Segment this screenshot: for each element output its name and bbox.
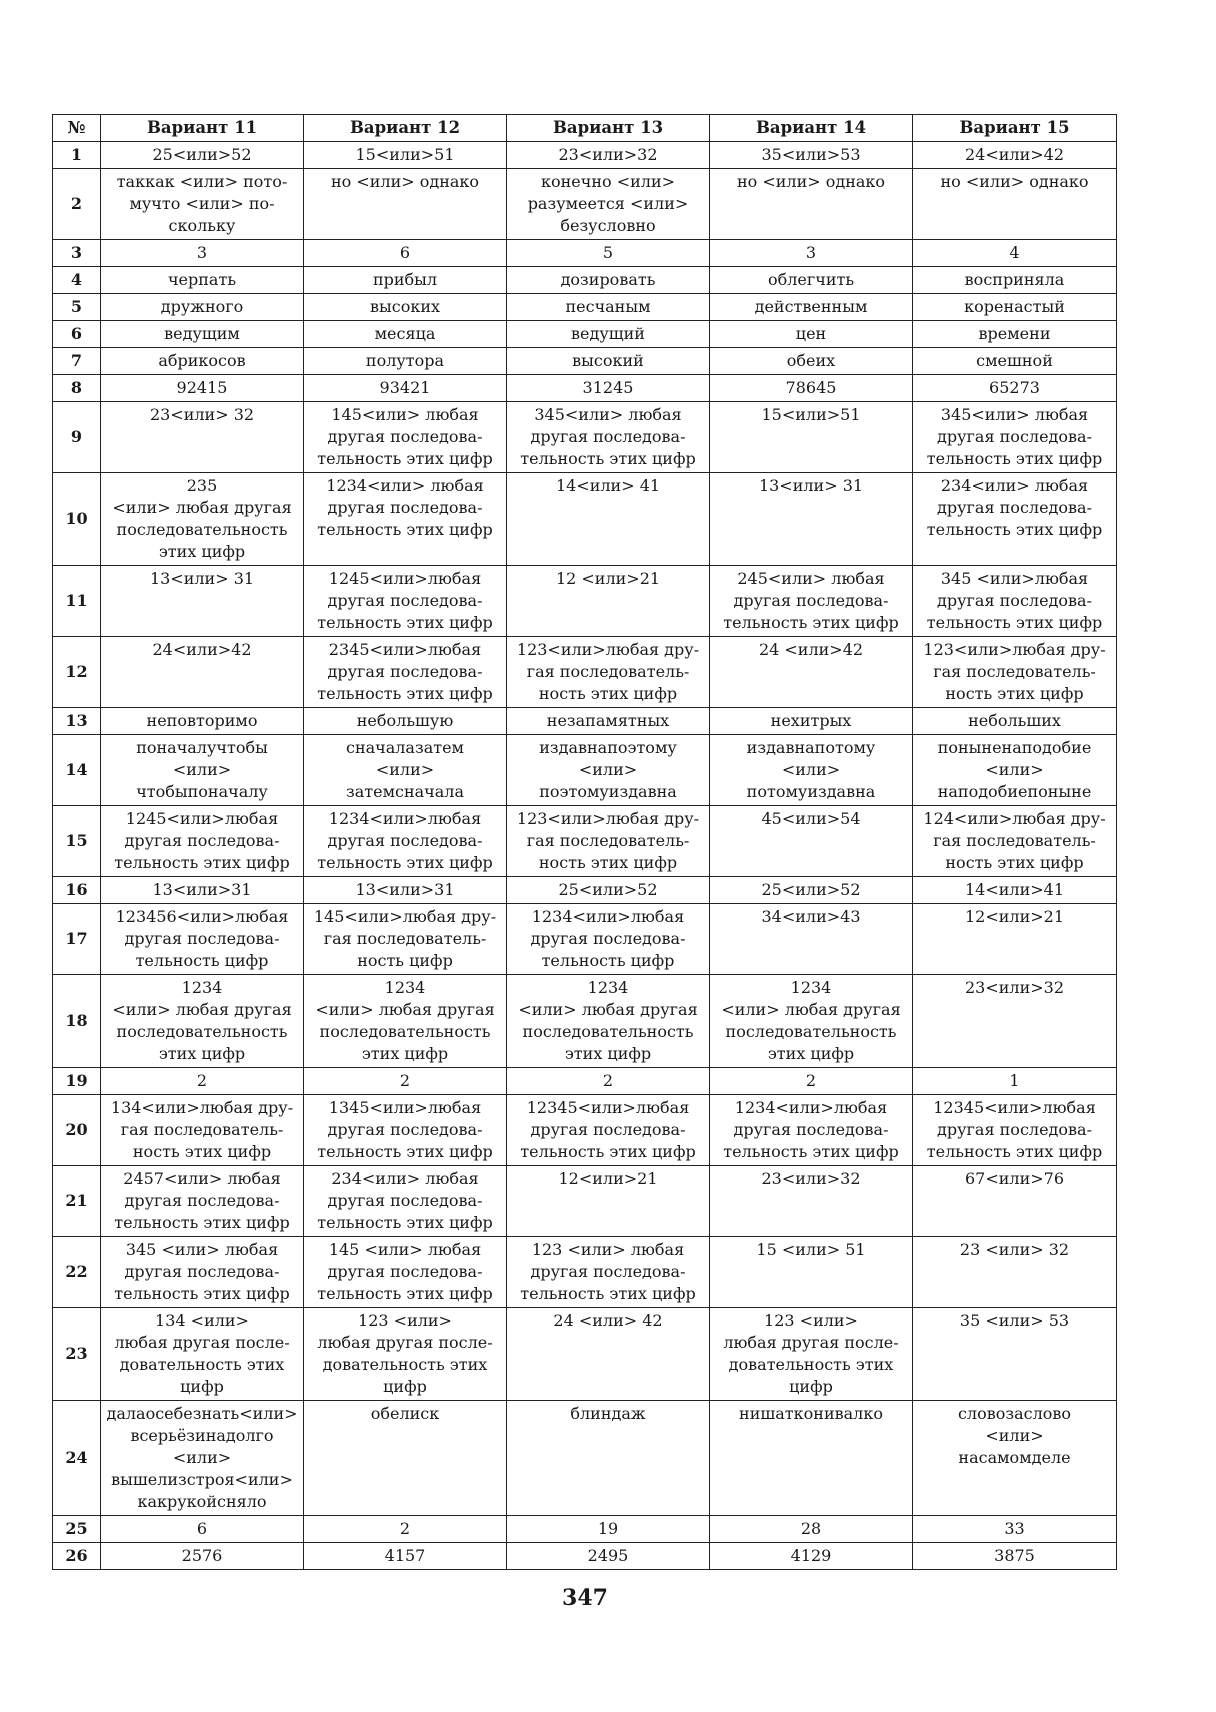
answer-cell: облегчить [710,267,913,294]
answer-cell: 34<или>43 [710,904,913,975]
answer-cell: 25<или>52 [710,877,913,904]
row-number: 15 [53,806,101,877]
answer-cell: 24<или>42 [913,142,1117,169]
header-number: № [53,115,101,142]
answer-cell: 13<или> 31 [710,473,913,566]
table-row [53,566,1117,637]
answer-cell: 67<или>76 [913,1166,1117,1237]
answer-cell: времени [913,321,1117,348]
table-row [53,1543,1117,1570]
answer-cell: поныненаподобие <или> наподобиепоныне [913,735,1117,806]
answer-cell: 123456<или>любая другая последова- тельность цифр [101,904,304,975]
answer-cell: 14<или> 41 [507,473,710,566]
row-number: 7 [53,348,101,375]
answer-cell: нишатконивалко [710,1401,913,1516]
table-row [53,1095,1117,1166]
answer-cell: 15<или>51 [710,402,913,473]
answer-cell: высоких [304,294,507,321]
table-row [53,321,1117,348]
table-row [53,1237,1117,1308]
table-row [53,708,1117,735]
answer-cell: 4157 [304,1543,507,1570]
answer-cell: 2 [304,1516,507,1543]
answer-cell: конечно <или> разумеется <или> безусловно [507,169,710,240]
answer-cell: 45<или>54 [710,806,913,877]
answer-cell: 145 <или> любая другая последова- тельность этих цифр [304,1237,507,1308]
answer-cell: таккак <или> пото- мучто <или> по- скольку [101,169,304,240]
answer-cell: обеих [710,348,913,375]
answer-cell: 24 <или>42 [710,637,913,708]
answer-cell: 2457<или> любая другая последова- тельность этих цифр [101,1166,304,1237]
table-row [53,1401,1117,1516]
answer-cell: 12<или>21 [507,1166,710,1237]
row-number: 24 [53,1401,101,1516]
row-number: 22 [53,1237,101,1308]
answer-cell: 5 [507,240,710,267]
answer-cell: обелиск [304,1401,507,1516]
row-number: 26 [53,1543,101,1570]
answer-cell: 2345<или>любая другая последова- тельность этих цифр [304,637,507,708]
row-number: 14 [53,735,101,806]
answer-cell: абрикосов [101,348,304,375]
header-variant: Вариант 14 [710,115,913,142]
answer-cell: 31245 [507,375,710,402]
table-row [53,904,1117,975]
answer-cell: 123<или>любая дру- гая последователь- ность этих цифр [507,637,710,708]
row-number: 2 [53,169,101,240]
answer-cell: 23<или>32 [710,1166,913,1237]
answer-cell: 235 <или> любая другая последовательность этих цифр [101,473,304,566]
table-row [53,1516,1117,1543]
answer-cell: 6 [304,240,507,267]
answer-cell: 345 <или> любая другая последова- тельность этих цифр [101,1237,304,1308]
answer-cell: 35 <или> 53 [913,1308,1117,1401]
answer-cell: ведущий [507,321,710,348]
answer-cell: 1234<или>любая другая последова- тельность этих цифр [304,806,507,877]
answer-cell: 23<или>32 [913,975,1117,1068]
answer-cell: 1234 <или> любая другая последовательность этих цифр [710,975,913,1068]
row-number: 13 [53,708,101,735]
answer-cell: 2 [304,1068,507,1095]
answer-cell: 19 [507,1516,710,1543]
row-number: 25 [53,1516,101,1543]
answer-cell: 93421 [304,375,507,402]
answer-cell: 33 [913,1516,1117,1543]
answer-cell: 123<или>любая дру- гая последователь- ность этих цифр [507,806,710,877]
answer-cell: 2576 [101,1543,304,1570]
row-number: 9 [53,402,101,473]
answer-cell: 15 <или> 51 [710,1237,913,1308]
answer-cell: дозировать [507,267,710,294]
table-row [53,1068,1117,1095]
header-variant: Вариант 11 [101,115,304,142]
answer-cell: смешной [913,348,1117,375]
answer-cell: 23 <или> 32 [913,1237,1117,1308]
answer-cell: словозаслово <или> насамомделе [913,1401,1117,1516]
answer-cell: но <или> однако [710,169,913,240]
answer-table [52,114,1117,1570]
answer-cell: небольшую [304,708,507,735]
row-number: 18 [53,975,101,1068]
answer-cell: 124<или>любая дру- гая последователь- ность этих цифр [913,806,1117,877]
answer-cell: 1245<или>любая другая последова- тельность этих цифр [304,566,507,637]
answer-cell: но <или> однако [304,169,507,240]
answer-cell: 1234 <или> любая другая последовательность этих цифр [507,975,710,1068]
header-variant: Вариант 13 [507,115,710,142]
answer-cell: 3875 [913,1543,1117,1570]
answer-cell: 245<или> любая другая последова- тельность этих цифр [710,566,913,637]
answer-cell: 345<или> любая другая последова- тельность этих цифр [913,402,1117,473]
answer-cell: 3 [101,240,304,267]
row-number: 4 [53,267,101,294]
table-row [53,348,1117,375]
row-number: 3 [53,240,101,267]
answer-cell: 25<или>52 [507,877,710,904]
answer-cell: 25<или>52 [101,142,304,169]
answer-cell: 6 [101,1516,304,1543]
answer-cell: 23<или> 32 [101,402,304,473]
answer-cell: незапамятных [507,708,710,735]
answer-cell: 123<или>любая дру- гая последователь- ность этих цифр [913,637,1117,708]
answer-cell: черпать [101,267,304,294]
row-number: 12 [53,637,101,708]
answer-cell: 234<или> любая другая последова- тельность этих цифр [913,473,1117,566]
answer-cell: 134<или>любая дру- гая последователь- ность этих цифр [101,1095,304,1166]
answer-cell: прибыл [304,267,507,294]
table-header-row [53,115,1117,142]
answer-cell: 4 [913,240,1117,267]
answer-cell: 2495 [507,1543,710,1570]
answer-cell: далаосебезнать<или> всерьёзинадолго <или> вышелизстроя<или> какрукойсняло [101,1401,304,1516]
answer-cell: 13<или>31 [304,877,507,904]
row-number: 17 [53,904,101,975]
answer-cell: 24<или>42 [101,637,304,708]
answer-cell: 145<или>любая дру- гая последователь- ность цифр [304,904,507,975]
table-row [53,142,1117,169]
answer-cell: 12 <или>21 [507,566,710,637]
row-number: 10 [53,473,101,566]
table-row [53,169,1117,240]
answer-cell: 28 [710,1516,913,1543]
row-number: 21 [53,1166,101,1237]
answer-cell: 2 [101,1068,304,1095]
table-row [53,473,1117,566]
answer-cell: нехитрых [710,708,913,735]
answer-cell: поначалучтобы <или> чтобыпоначалу [101,735,304,806]
answer-cell: 14<или>41 [913,877,1117,904]
table-row [53,402,1117,473]
answer-cell: восприняла [913,267,1117,294]
table-row [53,294,1117,321]
answer-cell: 123 <или> любая другая после- довательность этих цифр [710,1308,913,1401]
answer-cell: 123 <или> любая другая после- довательность этих цифр [304,1308,507,1401]
table-row [53,1308,1117,1401]
answer-cell: неповторимо [101,708,304,735]
answer-cell: полутора [304,348,507,375]
answer-cell: 78645 [710,375,913,402]
answer-cell: издавнапоэтому <или> поэтомуиздавна [507,735,710,806]
table-row [53,267,1117,294]
answer-cell: сначалазатем <или> затемсначала [304,735,507,806]
answer-cell: месяца [304,321,507,348]
answer-cell: 1 [913,1068,1117,1095]
answer-cell: 1234 <или> любая другая последовательность этих цифр [101,975,304,1068]
table-row [53,735,1117,806]
table-row [53,240,1117,267]
answer-cell: 3 [710,240,913,267]
answer-cell: 24 <или> 42 [507,1308,710,1401]
answer-cell: 1245<или>любая другая последова- тельность этих цифр [101,806,304,877]
table-row [53,375,1117,402]
answer-cell: цен [710,321,913,348]
answer-cell: 2 [710,1068,913,1095]
answer-cell: действенным [710,294,913,321]
answer-cell: песчаным [507,294,710,321]
row-number: 5 [53,294,101,321]
answer-cell: 13<или>31 [101,877,304,904]
row-number: 1 [53,142,101,169]
answer-cell: 1234<или>любая другая последова- тельность этих цифр [710,1095,913,1166]
answer-cell: 1234 <или> любая другая последовательность этих цифр [304,975,507,1068]
table-row [53,637,1117,708]
answer-cell: 145<или> любая другая последова- тельность этих цифр [304,402,507,473]
answer-cell: 12<или>21 [913,904,1117,975]
table-row [53,806,1117,877]
row-number: 6 [53,321,101,348]
answer-cell: коренастый [913,294,1117,321]
row-number: 20 [53,1095,101,1166]
row-number: 23 [53,1308,101,1401]
answer-cell: 35<или>53 [710,142,913,169]
answer-cell: блиндаж [507,1401,710,1516]
answer-cell: 134 <или> любая другая после- довательность этих цифр [101,1308,304,1401]
answer-cell: но <или> однако [913,169,1117,240]
answer-cell: высокий [507,348,710,375]
answer-cell: 92415 [101,375,304,402]
answer-cell: 4129 [710,1543,913,1570]
row-number: 16 [53,877,101,904]
answer-cell: 1234<или>любая другая последова- тельность цифр [507,904,710,975]
header-variant: Вариант 15 [913,115,1117,142]
row-number: 11 [53,566,101,637]
table-row [53,877,1117,904]
answer-cell: 12345<или>любая другая последова- тельность этих цифр [507,1095,710,1166]
answer-cell: ведущим [101,321,304,348]
table-row [53,1166,1117,1237]
answer-cell: 12345<или>любая другая последова- тельность этих цифр [913,1095,1117,1166]
row-number: 19 [53,1068,101,1095]
answer-cell: небольших [913,708,1117,735]
row-number: 8 [53,375,101,402]
answer-cell: 123 <или> любая другая последова- тельность этих цифр [507,1237,710,1308]
answer-cell: 1234<или> любая другая последова- тельность этих цифр [304,473,507,566]
answer-cell: 2 [507,1068,710,1095]
answer-cell: 345 <или>любая другая последова- тельность этих цифр [913,566,1117,637]
table-body [53,142,1117,1570]
answer-cell: 15<или>51 [304,142,507,169]
answer-cell: 1345<или>любая другая последова- тельность этих цифр [304,1095,507,1166]
table-row [53,975,1117,1068]
answer-cell: 13<или> 31 [101,566,304,637]
answer-cell: дружного [101,294,304,321]
answer-cell: 65273 [913,375,1117,402]
page-number: 347 [562,1585,608,1611]
header-variant: Вариант 12 [304,115,507,142]
answer-cell: 23<или>32 [507,142,710,169]
answer-cell: издавнапотому <или> потомуиздавна [710,735,913,806]
answer-cell: 345<или> любая другая последова- тельность этих цифр [507,402,710,473]
answer-cell: 234<или> любая другая последова- тельность этих цифр [304,1166,507,1237]
